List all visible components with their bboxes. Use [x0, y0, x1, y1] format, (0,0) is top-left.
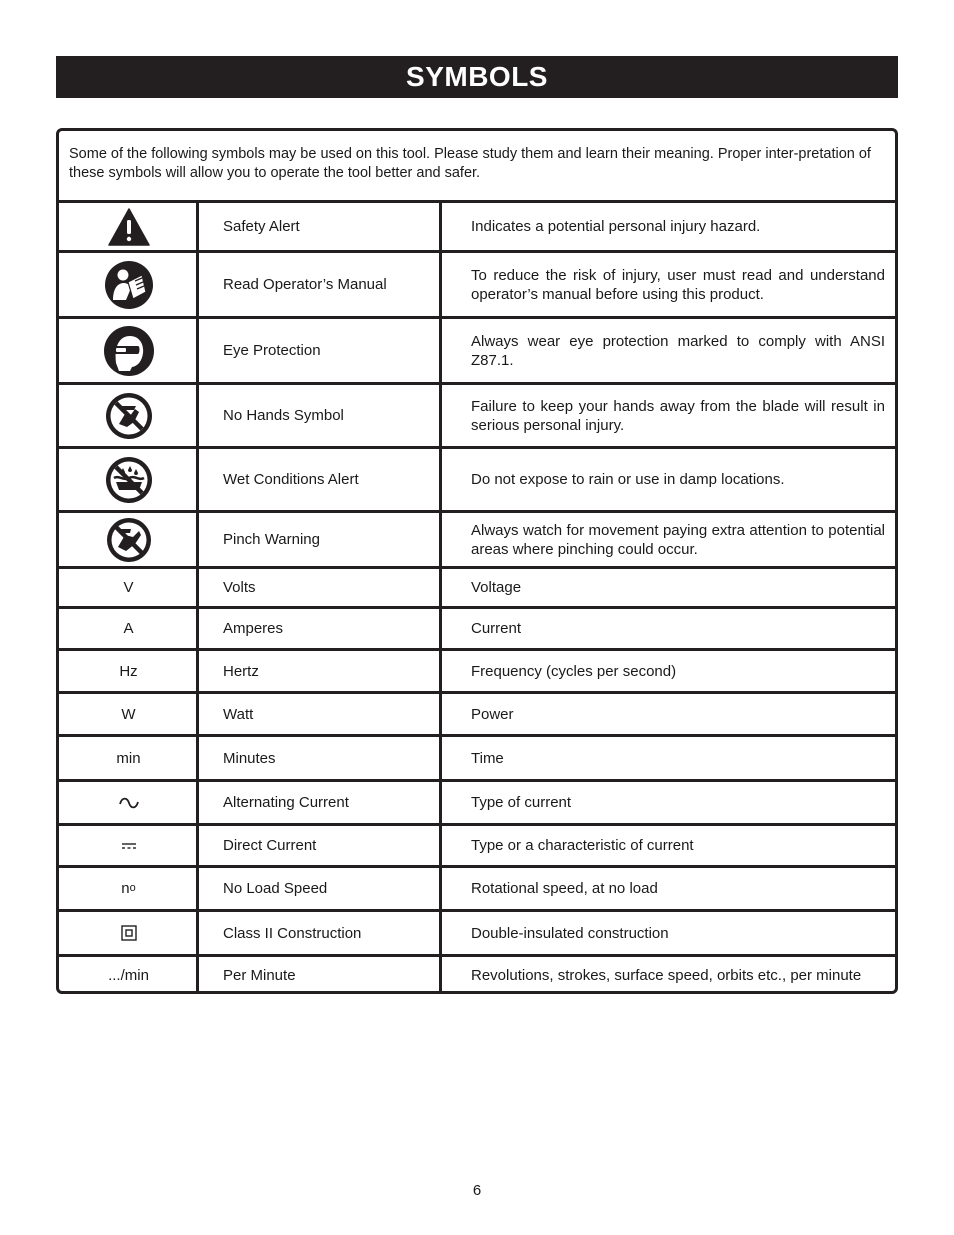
- symbol-description-text: Type or a characteristic of current: [471, 837, 694, 854]
- symbol-description-text: Revolutions, strokes, surface speed, orbits etc., per minute: [471, 967, 862, 984]
- symbol-description: [471, 203, 885, 250]
- symbol-abbreviation-main: n: [121, 880, 130, 897]
- page-title: SYMBOLS: [56, 56, 898, 98]
- symbol-name: Read Operator’s Manual: [223, 276, 387, 293]
- symbol-description-text: Do not expose to rain or use in damp locations.: [471, 471, 785, 488]
- symbol-abbreviation: W: [121, 705, 136, 723]
- symbol-name: Wet Conditions Alert: [223, 471, 359, 488]
- pinch-warning-icon: [59, 513, 198, 566]
- symbol-abbreviation: A: [123, 620, 134, 637]
- symbol-description: [471, 737, 885, 779]
- table-row: [59, 651, 895, 694]
- table-row: [59, 385, 895, 449]
- symbol-description-text: Frequency (cycles per second): [471, 662, 677, 680]
- symbol-description-text: Type of current: [471, 794, 572, 811]
- no-hands-icon: [59, 385, 198, 446]
- symbol-description-text: Always watch for movement paying extra attention to potential areas where pinching could occur.: [471, 521, 885, 558]
- symbol-name: Safety Alert: [223, 218, 300, 235]
- symbol-description-text: Double-insulated construction: [471, 924, 669, 942]
- table-row: [59, 513, 895, 569]
- table-row: [59, 737, 895, 782]
- symbol-description: [471, 868, 885, 909]
- symbol-abbreviation: [59, 868, 198, 909]
- table-row: [59, 957, 895, 994]
- symbol-name: Alternating Current: [223, 794, 349, 811]
- table-row: [59, 826, 895, 868]
- symbol-description: [471, 609, 885, 648]
- symbol-name: No Load Speed: [223, 880, 328, 897]
- symbol-name: No Hands Symbol: [223, 407, 344, 424]
- symbol-description: [471, 957, 885, 994]
- symbol-name: Direct Current: [223, 837, 317, 854]
- table-row: [59, 203, 895, 253]
- symbol-description: [471, 385, 885, 446]
- table-row: [59, 782, 895, 826]
- symbol-name: Watt: [223, 705, 254, 723]
- symbol-abbreviation: min: [116, 749, 141, 767]
- symbol-name: Hertz: [223, 662, 259, 680]
- table-row: [59, 449, 895, 513]
- symbol-description: [471, 513, 885, 566]
- symbol-name: Pinch Warning: [223, 531, 320, 548]
- symbol-description-text: Failure to keep your hands away from the blade will result in serious personal injury.: [471, 397, 885, 434]
- safety-alert-icon: [59, 203, 198, 250]
- symbol-description: [471, 782, 885, 823]
- symbol-description-text: Current: [471, 620, 522, 637]
- symbol-description: [471, 826, 885, 865]
- symbol-abbreviation: Hz: [119, 662, 138, 680]
- symbol-name: Per Minute: [223, 967, 296, 984]
- table-row: [59, 253, 895, 319]
- symbol-name: Minutes: [223, 749, 276, 767]
- table-row: [59, 912, 895, 957]
- symbol-description-text: Voltage: [471, 579, 522, 596]
- symbol-description: [471, 253, 885, 316]
- symbols-table: [56, 128, 898, 994]
- symbol-description-text: Power: [471, 705, 514, 723]
- table-row: [59, 609, 895, 651]
- table-row: [59, 319, 895, 385]
- intro-text: Some of the following symbols may be used on this tool. Please study them and learn their meaning. Proper inter-pretation of these symbols will allow you to operate the tool better and safer.: [59, 131, 895, 203]
- symbol-description: [471, 912, 885, 954]
- alternating-current-icon: [59, 782, 198, 823]
- symbol-description: [471, 651, 885, 691]
- symbol-description: [471, 319, 885, 382]
- symbol-description: [471, 569, 885, 606]
- symbol-description-text: Time: [471, 749, 504, 767]
- table-row: [59, 868, 895, 912]
- symbol-abbreviation-subscript: o: [129, 882, 136, 894]
- page-number: 6: [472, 1182, 482, 1199]
- symbol-description-text: Indicates a potential personal injury hazard.: [471, 218, 761, 235]
- eye-protection-icon: [59, 319, 198, 382]
- symbol-description-text: Rotational speed, at no load: [471, 880, 658, 897]
- symbol-name: Class II Construction: [223, 924, 362, 942]
- symbol-abbreviation: V: [123, 579, 134, 596]
- symbol-description: [471, 694, 885, 734]
- symbol-name: Volts: [223, 579, 256, 596]
- symbol-name: Eye Protection: [223, 342, 321, 359]
- symbol-description-text: To reduce the risk of injury, user must read and understand operator’s manual before using this product.: [471, 266, 885, 303]
- table-row: [59, 694, 895, 737]
- direct-current-icon: [59, 826, 198, 865]
- symbol-abbreviation: .../min: [108, 967, 149, 984]
- symbol-description: [471, 449, 885, 510]
- read-manual-icon: [59, 253, 198, 316]
- symbol-name: Amperes: [223, 620, 284, 637]
- symbol-description-text: Always wear eye protection marked to comply with ANSI Z87.1.: [471, 332, 885, 369]
- wet-conditions-icon: [59, 449, 198, 510]
- table-row: [59, 569, 895, 609]
- class-ii-construction-icon: [59, 912, 198, 954]
